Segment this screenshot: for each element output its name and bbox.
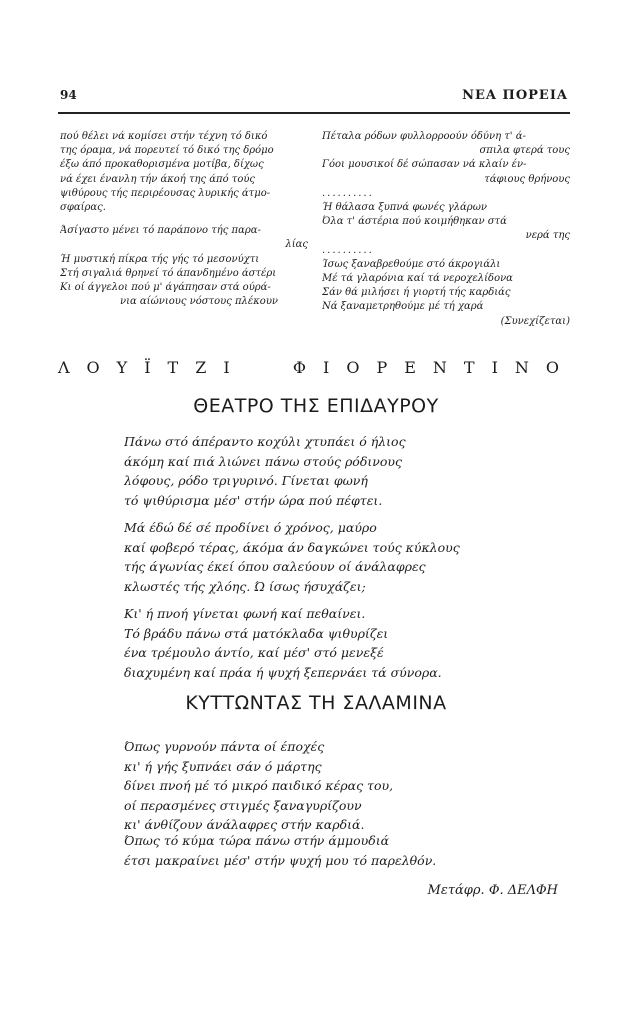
verse-line: Σάν θά μιλήσει ή γιορτή τής καρδιάς bbox=[322, 287, 511, 299]
author-last-name: ΦΙΟΡΕΝΤΙΝΟ bbox=[292, 358, 576, 377]
poem-title: ΘΕΑΤΡΟ ΤΗΣ ΕΠΙΔΑΥΡΟΥ bbox=[193, 395, 439, 417]
verse-line: διαχυμένη καί πράα ή ψυχή ξεπερνάει τά σύνορα. bbox=[124, 664, 442, 680]
verse-line: Μά έδώ δέ σέ προδίνει ό χρόνος, μαύρο bbox=[124, 520, 377, 535]
verse-line: Άσίγαστο μένει τό παράπονο τής παρα- bbox=[60, 225, 261, 237]
stanza bbox=[124, 432, 544, 510]
verse-line: ένα τρέμουλο άντίο, καί μέσ' στό μενεξέ bbox=[124, 645, 384, 660]
verse-line-continuation: σπιλα φτερά τους bbox=[479, 145, 570, 157]
verse-line: λόφους, ρόδο τριγυρινό. Γίνεται φωνή bbox=[124, 473, 368, 488]
stanza bbox=[124, 604, 544, 682]
verse-line: Πάνω στό άπέραντο κοχύλι χτυπάει ό ήλιος bbox=[124, 434, 406, 449]
text-line: νά έχει ένανλη τήν άκοή της άπό τούς bbox=[60, 173, 256, 185]
journal-title: ΝΕΑ ΠΟΡΕΙΑ bbox=[462, 88, 568, 103]
page-number: 94 bbox=[60, 88, 77, 102]
ellipsis-separator: .......... bbox=[322, 244, 374, 256]
verse-line-continuation: νερά της bbox=[525, 230, 570, 242]
verse-line: Ή μυστική πίκρα τής γής τό μεσονύχτι bbox=[60, 253, 260, 265]
verse-line: Όλα τ' άστέρια πού κοιμήθηκαν στά bbox=[322, 216, 507, 228]
verse-line: Γόοι μουσικοί δέ σώπασαν νά κλαίν έν- bbox=[322, 159, 527, 171]
translator-signature: Μετάφρ. Φ. ΔΕΛΦΗ bbox=[427, 883, 558, 898]
verse-line: Όπως γυρνούν πάντα οί έποχές bbox=[124, 739, 325, 754]
verse-line: Κι οί άγγελοι πού μ' άγάπησαν στά ούρά- bbox=[60, 282, 271, 294]
text-line: της όραμα, νά πορευτεί τό δικό της δρόμο bbox=[60, 145, 274, 157]
left-column bbox=[60, 130, 308, 309]
ellipsis-separator: .......... bbox=[322, 187, 374, 199]
verse-line: Νά ξαναμετρηθούμε μέ τή χαρά bbox=[322, 301, 484, 313]
stanza bbox=[124, 737, 544, 835]
continued-note: (Συνεχίζεται) bbox=[500, 315, 570, 327]
verse-line: Όπως τό κύμα τώρα πάνω στήν άμμουδιά bbox=[124, 833, 390, 848]
verse-line: Ή θάλασα ξυπνά φωνές γλάρων bbox=[322, 202, 487, 214]
stanza bbox=[124, 831, 544, 870]
text-line: σφαίρας. bbox=[60, 202, 106, 214]
verse-line: κι' άνθίζουν άνάλαφρες στήν καρδιά. bbox=[124, 817, 365, 832]
verse-line: Ίσως ξαναβρεθούμε στό άκρογιάλι bbox=[322, 258, 501, 270]
verse-line: Στή σιγαλιά θρηνεί τό άπανδημένο άστέρι bbox=[60, 267, 277, 279]
page-header bbox=[60, 88, 568, 108]
verse-line: άκόμη καί πιά λιώνει πάνω στούς ρόδινους bbox=[124, 453, 402, 469]
verse-line: οί περασμένες στιγμές ξαναγυρίζουν bbox=[124, 797, 362, 813]
verse-line: καί φοβερό τέρας, άκόμα άν δαγκώνει τούς κύκλους bbox=[124, 539, 460, 555]
author-first-name: ΛΟΥΪΤΖΙ bbox=[58, 358, 247, 377]
text-line: πού θέλει νά κομίσει στήν τέχνη τό δικό bbox=[60, 131, 268, 142]
verse-line: δίνει πνοή μέ τό μικρό παιδικό κέρας του, bbox=[124, 778, 394, 793]
verse-line-continuation: νια αίώνιους νόστους πλέκουν bbox=[120, 296, 278, 308]
verse-line: έτσι μακραίνει μέσ' στήν ψυχή μου τό παρελθόν. bbox=[124, 852, 437, 868]
header-rule bbox=[58, 112, 570, 114]
verse-line: κι' ή γής ξυπνάει σάν ό μάρτης bbox=[124, 758, 322, 774]
verse-line: Πέταλα ρόδων φυλλορροούν όδύνη τ' ά- bbox=[322, 131, 526, 142]
verse-line: τής άγωνίας έκεί όπου σαλεύουν οί άνάλαφρες bbox=[124, 559, 426, 574]
verse-line: κλωστές τής χλόης. Ώ ίσως ήσυχάζει; bbox=[124, 578, 366, 594]
right-column bbox=[322, 130, 570, 329]
verse-line: Κι' ή πνοή γίνεται φωνή καί πεθαίνει. bbox=[124, 606, 366, 621]
text-line: ψιθύρους τής περιρέουσας λυρικής άτμο- bbox=[60, 187, 271, 199]
text-line: έξω άπό προκαθορισμένα μοτίβα, δίχως bbox=[60, 159, 264, 171]
spacer bbox=[60, 215, 308, 224]
verse-line: Μέ τά γλαρόνια καί τά νεροχελίδονα bbox=[322, 273, 513, 285]
verse-line-continuation: λίας bbox=[285, 239, 308, 251]
stanza bbox=[124, 518, 544, 596]
verse-line: τό ψιθύρισμα μέσ' στήν ώρα πού πέφτει. bbox=[124, 492, 383, 508]
poem-title: ΚΥΤΤΩΝΤΑΣ ΤΗ ΣΑΛΑΜΙΝΑ bbox=[185, 692, 447, 714]
author-name bbox=[58, 358, 576, 377]
verse-line: Τό βράδυ πάνω στά ματόκλαδα ψιθυρίζει bbox=[124, 625, 389, 641]
verse-line-continuation: τάφιους θρήνους bbox=[484, 173, 570, 185]
